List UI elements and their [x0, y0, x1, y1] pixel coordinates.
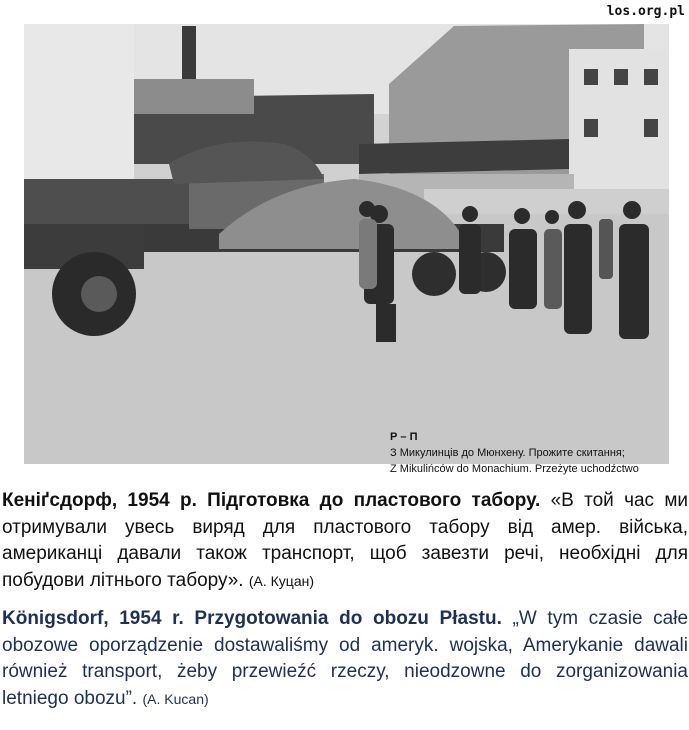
- ukrainian-description: [2, 488, 688, 594]
- ukrainian-heading: Кеніґсдорф, 1954 р. Підготовка до пластового табору.: [2, 490, 541, 511]
- ukrainian-author: (А. Куцан): [248, 572, 314, 589]
- polish-body: „W tym czasie całe obozowe oporządzenie dostawaliśmy od ameryk. wojska, Amerykanie dawali również transport, żeby przewieźć rzeczy, nieodzowne do zorganizowania letniego obozu”.: [2, 608, 689, 709]
- caption-title: Р – П: [390, 431, 418, 443]
- caption-line-polish: Z Mikulińców do Monachium. Przeżyte uchodźctwo: [390, 463, 639, 475]
- polish-author: (A. Kucan): [142, 690, 209, 707]
- ukrainian-body: «В той час ми отримували увесь виряд для пластового табору від амер. війська, американці давали також транспорт, щоб завезти речі, необхідні для побудови літнього табору».: [2, 490, 689, 591]
- photo-scene: [24, 24, 669, 464]
- caption-line-ukrainian: З Микулинців до Мюнхену. Прожите скитання;: [390, 447, 625, 459]
- polish-heading: Königsdorf, 1954 r. Przygotowania do obozu Płastu.: [2, 608, 502, 629]
- photo-caption: [390, 429, 639, 477]
- polish-description: [2, 606, 688, 712]
- historical-photo: [24, 24, 669, 475]
- watermark-text: los.org.pl: [606, 4, 685, 19]
